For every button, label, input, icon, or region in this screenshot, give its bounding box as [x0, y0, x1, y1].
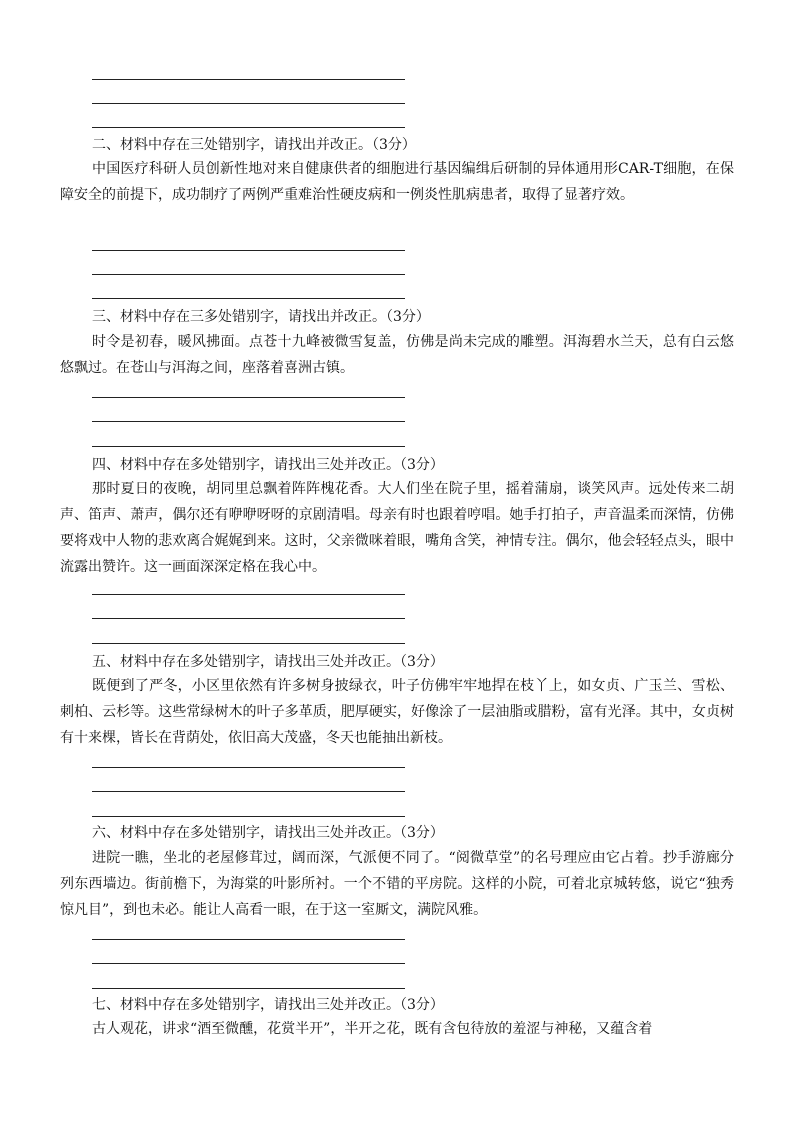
answer-line[interactable] [92, 594, 405, 595]
answer-line[interactable] [92, 446, 405, 447]
question-text: 古人观花，讲求“酒至微醺，花赏半开”，半开之花，既有含包待放的羞涩与神秘，又蕴含着 [92, 1021, 653, 1037]
answer-line[interactable] [92, 421, 405, 422]
answer-line[interactable] [92, 274, 405, 275]
answer-line[interactable] [92, 791, 405, 792]
question-title: 七、材料中存在多处错别字，请找出三处并改正。（3分） [92, 997, 444, 1013]
question-title: 六、材料中存在多处错别字，请找出三处并改正。（3分） [92, 825, 444, 841]
question-text: 既便到了严冬，小区里依然有许多树身披绿衣，叶子仿佛牢牢地捍在枝丫上，如女贞、广玉兰、雪松、刺柏、云杉等。这些常绿树木的叶子多革质，肥厚硬实，好像涂了一层油脂或腊粉，富有光泽。其中，女贞树有十来棵，皆长在背荫处，依旧高大茂盛，冬天也能抽出新枝。 [60, 678, 734, 746]
answer-line[interactable] [92, 939, 405, 940]
question-title: 四、材料中存在多处错别字，请找出三处并改正。（3分） [92, 457, 444, 473]
question-text: 进院一瞧，坐北的老屋修茸过，阔而深，气派便不同了。“阅微草堂”的名号理应由它占着。抄手游廊分列东西墙边。街前檐下，为海棠的叶影所衬。一个不错的平房院。这样的小院，可着北京城转悠，说它“独秀惊凡目”，到也未必。能让人高看一眼，在于这一室厮文，满院风雅。 [60, 850, 734, 918]
answer-line[interactable] [92, 618, 405, 619]
answer-line[interactable] [92, 127, 405, 128]
answer-line[interactable] [92, 397, 405, 398]
question-text: 那时夏日的夜晚，胡同里总飘着阵阵槐花香。大人们坐在院子里，摇着蒲扇，谈笑风声。远处传来二胡声、笛声、萧声，偶尔还有咿咿呀呀的京剧清唱。母亲有时也跟着哼唱。她手打拍子，声音温柔而深情，仿佛要将戏中人物的悲欢离合娓娓到来。这时，父亲微咪着眼，嘴角含笑，神情专注。偶尔，他会轻轻点头，眼中流露出赞许。这一画面深深定格在我心中。 [60, 481, 734, 575]
question-text: 中国医疗科研人员创新性地对来自健康供者的细胞进行基因编缉后研制的异体通用形CAR-T细胞，在保障安全的前提下，成功制疗了两例严重难治性硬皮病和一例炎性肌病患者，取得了显著疗效。 [60, 161, 734, 203]
answer-line[interactable] [92, 963, 405, 964]
answer-line[interactable] [92, 767, 405, 768]
answer-line[interactable] [92, 250, 405, 251]
answer-line[interactable] [92, 988, 405, 989]
answer-line[interactable] [92, 816, 405, 817]
question-title: 五、材料中存在多处错别字，请找出三处并改正。（3分） [92, 654, 444, 670]
answer-line[interactable] [92, 643, 405, 644]
question-title: 二、材料中存在三处错别字，请找出并改正。（3分） [92, 137, 416, 153]
question-title: 三、材料中存在三多处错别字，请找出并改正。（3分） [92, 309, 430, 325]
answer-line[interactable] [92, 103, 405, 104]
answer-line[interactable] [92, 298, 405, 299]
question-text: 时令是初春，暖风拂面。点苍十九峰被微雪复盖，仿佛是尚未完成的雕塑。洱海碧水兰天，总有白云悠悠飘过。在苍山与洱海之间，座落着喜洲古镇。 [60, 334, 734, 376]
answer-line[interactable] [92, 79, 405, 80]
